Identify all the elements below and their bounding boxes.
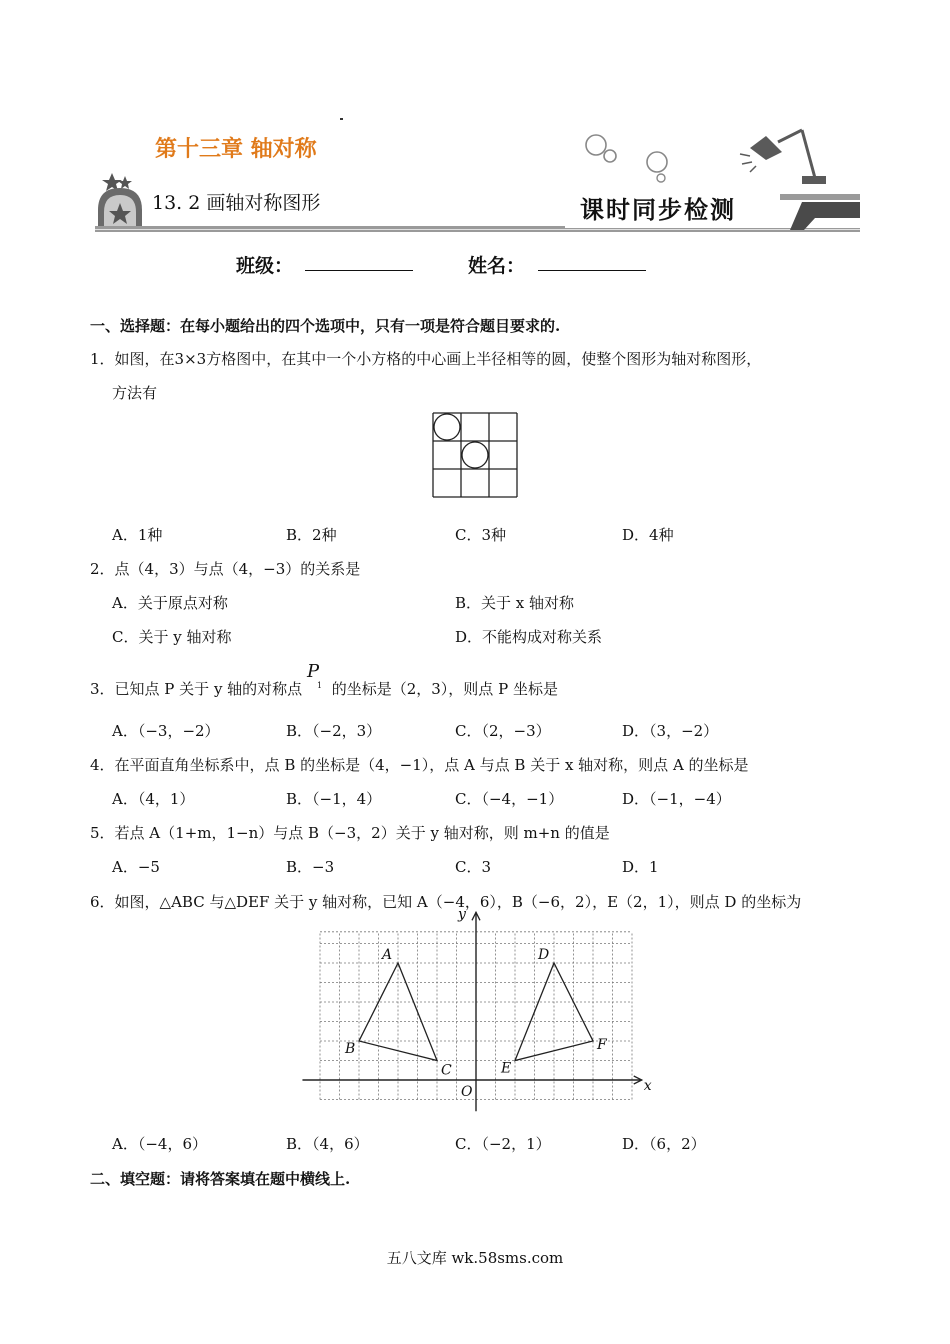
option-c[interactable]: C．3种 [455, 526, 507, 544]
point-label: F [597, 1037, 607, 1053]
option-a[interactable]: A．关于原点对称 [112, 594, 228, 612]
circle-mark [434, 414, 460, 440]
option-b[interactable]: B．关于 x 轴对称 [455, 594, 575, 612]
coordinate-figure [298, 906, 652, 1115]
circle-mark [462, 442, 488, 468]
question-stem-part: 3．已知点 P 关于 y 轴的对称点 [90, 680, 307, 698]
symbol-p: P [306, 661, 320, 682]
option-c[interactable]: C．（−4，−1） [455, 790, 564, 808]
origin-label: O [461, 1084, 473, 1100]
section-heading: 一、选择题：在每小题给出的四个选项中，只有一项是符合题目要求的. [90, 317, 561, 335]
star-badge-icon [98, 173, 142, 230]
option-b[interactable]: B．2种 [286, 526, 337, 544]
option-a[interactable]: A．（−3，−2） [112, 722, 220, 740]
banner-label: 课时同步检测 [580, 195, 736, 224]
option-c[interactable]: C．3 [455, 858, 492, 876]
question-text: 方法有 [112, 384, 158, 402]
question-text: 1．如图，在3×3方格图中，在其中一个小方格的中心画上半径相等的圆，使整个图形为轴对称图形， [90, 350, 762, 368]
option-a[interactable]: A．1种 [112, 526, 163, 544]
point-label: B [345, 1041, 356, 1057]
x-axis-label: x [643, 1078, 652, 1094]
y-axis-label: y [458, 906, 466, 923]
question-text: 5．若点 A（1+m，1−n）与点 B（−3，2）关于 y 轴对称，则 m+n 的值是 [90, 824, 610, 842]
question-text: 6．如图，△ABC 与△DEF 关于 y 轴对称，已知 A（−4，6），B（−6，2），E（2，1），则点 D 的坐标为 [90, 893, 802, 911]
point-label: E [501, 1060, 512, 1077]
symbol-p1 [306, 661, 327, 694]
section-title: 13. 2 画轴对称图形 [152, 192, 321, 214]
class-blank[interactable] [305, 270, 413, 271]
desk-lamp-icon [740, 130, 826, 184]
option-b[interactable]: B．（4，6） [286, 1135, 369, 1153]
option-d[interactable]: D．（6，2） [622, 1135, 706, 1153]
footer-text: 五八文库 wk.58sms.com [386, 1249, 564, 1267]
option-d[interactable]: D．（−1，−4） [622, 790, 731, 808]
symbol-subscript: 1 [316, 681, 323, 690]
option-a[interactable]: A．（−4，6） [112, 1135, 207, 1153]
name-blank[interactable] [538, 270, 646, 271]
option-c[interactable]: C．（2，−3） [455, 722, 551, 740]
option-d[interactable]: D．不能构成对称关系 [455, 628, 603, 646]
point-label: D [538, 947, 550, 963]
section-heading: 二、填空题：请将答案填在题中横线上. [90, 1170, 351, 1188]
option-d[interactable]: D．4种 [622, 526, 674, 544]
name-label: 姓名： [468, 255, 526, 277]
chapter-title: 第十三章 轴对称 [155, 137, 317, 162]
point-label: C [441, 1062, 452, 1079]
question-text: 4．在平面直角坐标系中，点 B 的坐标是（4，−1），点 A 与点 B 关于 x 轴对称，则点 A 的坐标是 [90, 756, 749, 774]
option-c[interactable]: C．（−2，1） [455, 1135, 551, 1153]
question-text [90, 661, 558, 699]
option-b[interactable]: B．（−2，3） [286, 722, 382, 740]
option-b[interactable]: B．（−1，4） [286, 790, 382, 808]
option-c[interactable]: C．关于 y 轴对称 [112, 628, 232, 646]
option-a[interactable]: A．−5 [112, 858, 160, 876]
option-a[interactable]: A．（4，1） [112, 790, 195, 808]
option-d[interactable]: D．（3，−2） [622, 722, 719, 740]
point-label: A [382, 947, 393, 963]
question-text: 2．点（4，3）与点（4，−3）的关系是 [90, 560, 361, 578]
option-d[interactable]: D．1 [622, 858, 659, 876]
question-stem-part: 的坐标是（2，3），则点 P 坐标是 [326, 680, 558, 698]
option-b[interactable]: B．−3 [286, 858, 335, 876]
class-label: 班级： [236, 255, 294, 277]
grid-figure [431, 411, 521, 499]
